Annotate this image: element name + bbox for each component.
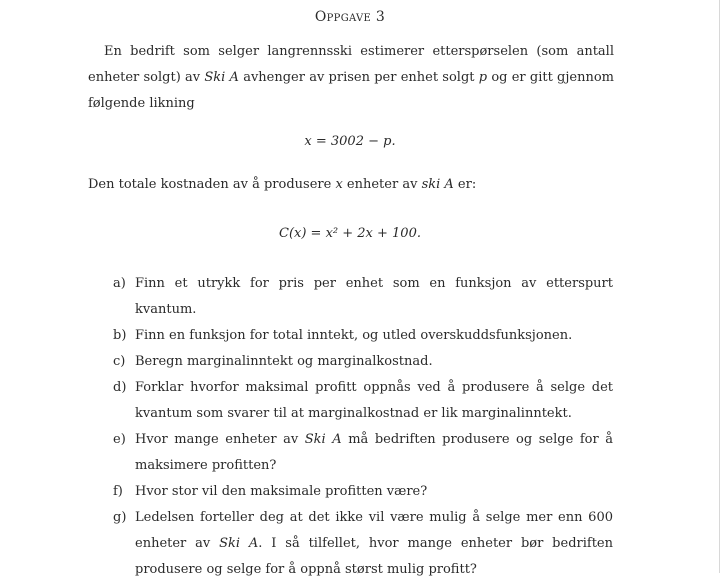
list-item — [113, 427, 613, 479]
cost-intro-paragraph — [88, 172, 614, 198]
list-item — [113, 505, 613, 583]
exercise-title: Oppgave 3 — [314, 9, 386, 25]
question-text-pre: Ledelsen forteller deg at det ikke vil være mulig å selge mer enn 600 enheter av — [135, 510, 613, 551]
question-text: Forklar hvorfor maksimal profitt oppnås ved å produsere å selge det kvantum som svarer til at marginalkostnad er lik marginalinntekt. — [135, 380, 613, 421]
cost-intro-text-1: Den totale kostnaden av å produsere — [88, 177, 336, 192]
list-item — [113, 479, 613, 505]
question-label: e) — [113, 432, 126, 447]
question-label: f) — [113, 484, 123, 499]
cost-equation — [0, 226, 700, 241]
question-text — [135, 505, 613, 583]
intro-text-1: En bedrift som selger langrennsski estimerer etterspørselen (som antall enheter solgt) av — [88, 44, 614, 85]
cost-equation-text: C(x) = x² + 2x + 100. — [279, 226, 421, 241]
intro-ski-name: Ski A — [204, 70, 239, 85]
cost-intro-text-3: er: — [453, 177, 477, 192]
demand-equation — [0, 134, 700, 149]
list-item — [113, 323, 613, 349]
list-item — [113, 375, 613, 427]
question-text — [135, 427, 613, 479]
cost-intro-ski-name: ski A — [421, 177, 454, 192]
question-label: g) — [113, 510, 127, 525]
intro-var-p: p — [478, 70, 488, 85]
cost-intro-var-x: x — [335, 177, 343, 192]
question-label: b) — [113, 328, 127, 343]
intro-text-2: avhenger av prisen per enhet solgt — [238, 70, 479, 85]
question-label: d) — [113, 380, 127, 395]
question-text: Finn en funksjon for total inntekt, og utled overskuddsfunksjonen. — [135, 328, 573, 343]
question-text: Finn et utrykk for pris per enhet som en funksjon av etterspurt kvantum. — [135, 276, 613, 317]
intro-text-3: og er gitt gjennom følgende likning — [88, 70, 614, 111]
question-ski-name: Ski A — [304, 432, 342, 447]
intro-paragraph — [88, 39, 614, 117]
list-item — [113, 271, 613, 323]
question-text: Beregn marginalinntekt og marginalkostnad. — [135, 354, 433, 369]
list-item — [113, 349, 613, 375]
question-label: c) — [113, 354, 126, 369]
question-list — [113, 271, 613, 583]
cost-intro-text-2: enheter av — [342, 177, 422, 192]
demand-equation-text: x = 3002 − p. — [304, 134, 396, 149]
question-text-post: må bedriften produsere og selge for å maksimere profitten? — [135, 432, 613, 473]
question-text-pre: Hvor mange enheter av — [135, 432, 305, 447]
question-text: Hvor stor vil den maksimale profitten være? — [135, 484, 428, 499]
question-text-post: . I så tilfellet, hvor mange enheter bør bedriften produsere og selge for å oppnå størst mulig profitt? — [135, 536, 613, 577]
question-label: a) — [113, 276, 126, 291]
question-ski-name: Ski A — [219, 536, 259, 551]
